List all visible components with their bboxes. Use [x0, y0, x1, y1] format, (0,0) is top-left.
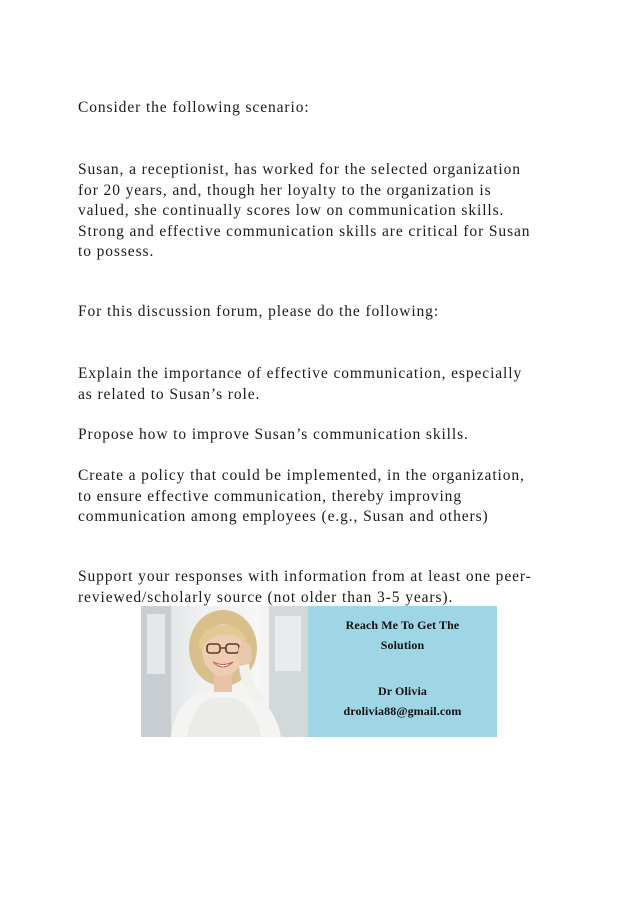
- woman-portrait-illustration: [141, 606, 308, 737]
- task3-line: communication among employees (e.g., Susan and others): [78, 508, 489, 525]
- task1-paragraph: [78, 364, 578, 405]
- support-line: reviewed/scholarly source (not older than 3-5 years).: [78, 588, 454, 606]
- forum-intro-line: For this discussion forum, please do the following:: [78, 303, 440, 320]
- ad-contact-email[interactable]: drolivia88@gmail.com: [343, 704, 462, 718]
- woman-photo: [141, 606, 308, 737]
- ad-headline-line2: Solution: [380, 638, 425, 652]
- support-paragraph: [78, 567, 578, 608]
- contact-ad-banner[interactable]: [141, 606, 497, 737]
- ad-contact-name: Dr Olivia: [377, 684, 427, 698]
- scenario-line: Strong and effective communication skills are critical for Susan: [78, 222, 531, 240]
- intro-line: Consider the following scenario:: [78, 99, 310, 116]
- task3-line: to ensure effective communication, thereby improving: [78, 487, 462, 505]
- contact-panel: [308, 606, 497, 737]
- task1-line: as related to Susan’s role.: [78, 385, 261, 403]
- scenario-line: Susan, a receptionist, has worked for the selected organization: [78, 161, 521, 178]
- scenario-line: for 20 years, and, though her loyalty to the organization is: [78, 181, 492, 199]
- ad-headline-line1: Reach Me To Get The: [345, 618, 460, 632]
- task2-line: Propose how to improve Susan’s communication skills.: [78, 426, 469, 443]
- forum-intro-paragraph: [78, 302, 578, 323]
- support-line: Support your responses with information from at least one peer-: [78, 568, 532, 585]
- task2-paragraph: [78, 425, 578, 446]
- task3-paragraph: [78, 466, 578, 528]
- task1-line: Explain the importance of effective communication, especially: [78, 365, 523, 382]
- scenario-line: to possess.: [78, 243, 155, 260]
- task3-line: Create a policy that could be implemented, in the organization,: [78, 467, 525, 484]
- scenario-paragraph: [78, 160, 578, 263]
- intro-paragraph: [78, 98, 578, 119]
- scenario-line: valued, she continually scores low on communication skills.: [78, 202, 505, 219]
